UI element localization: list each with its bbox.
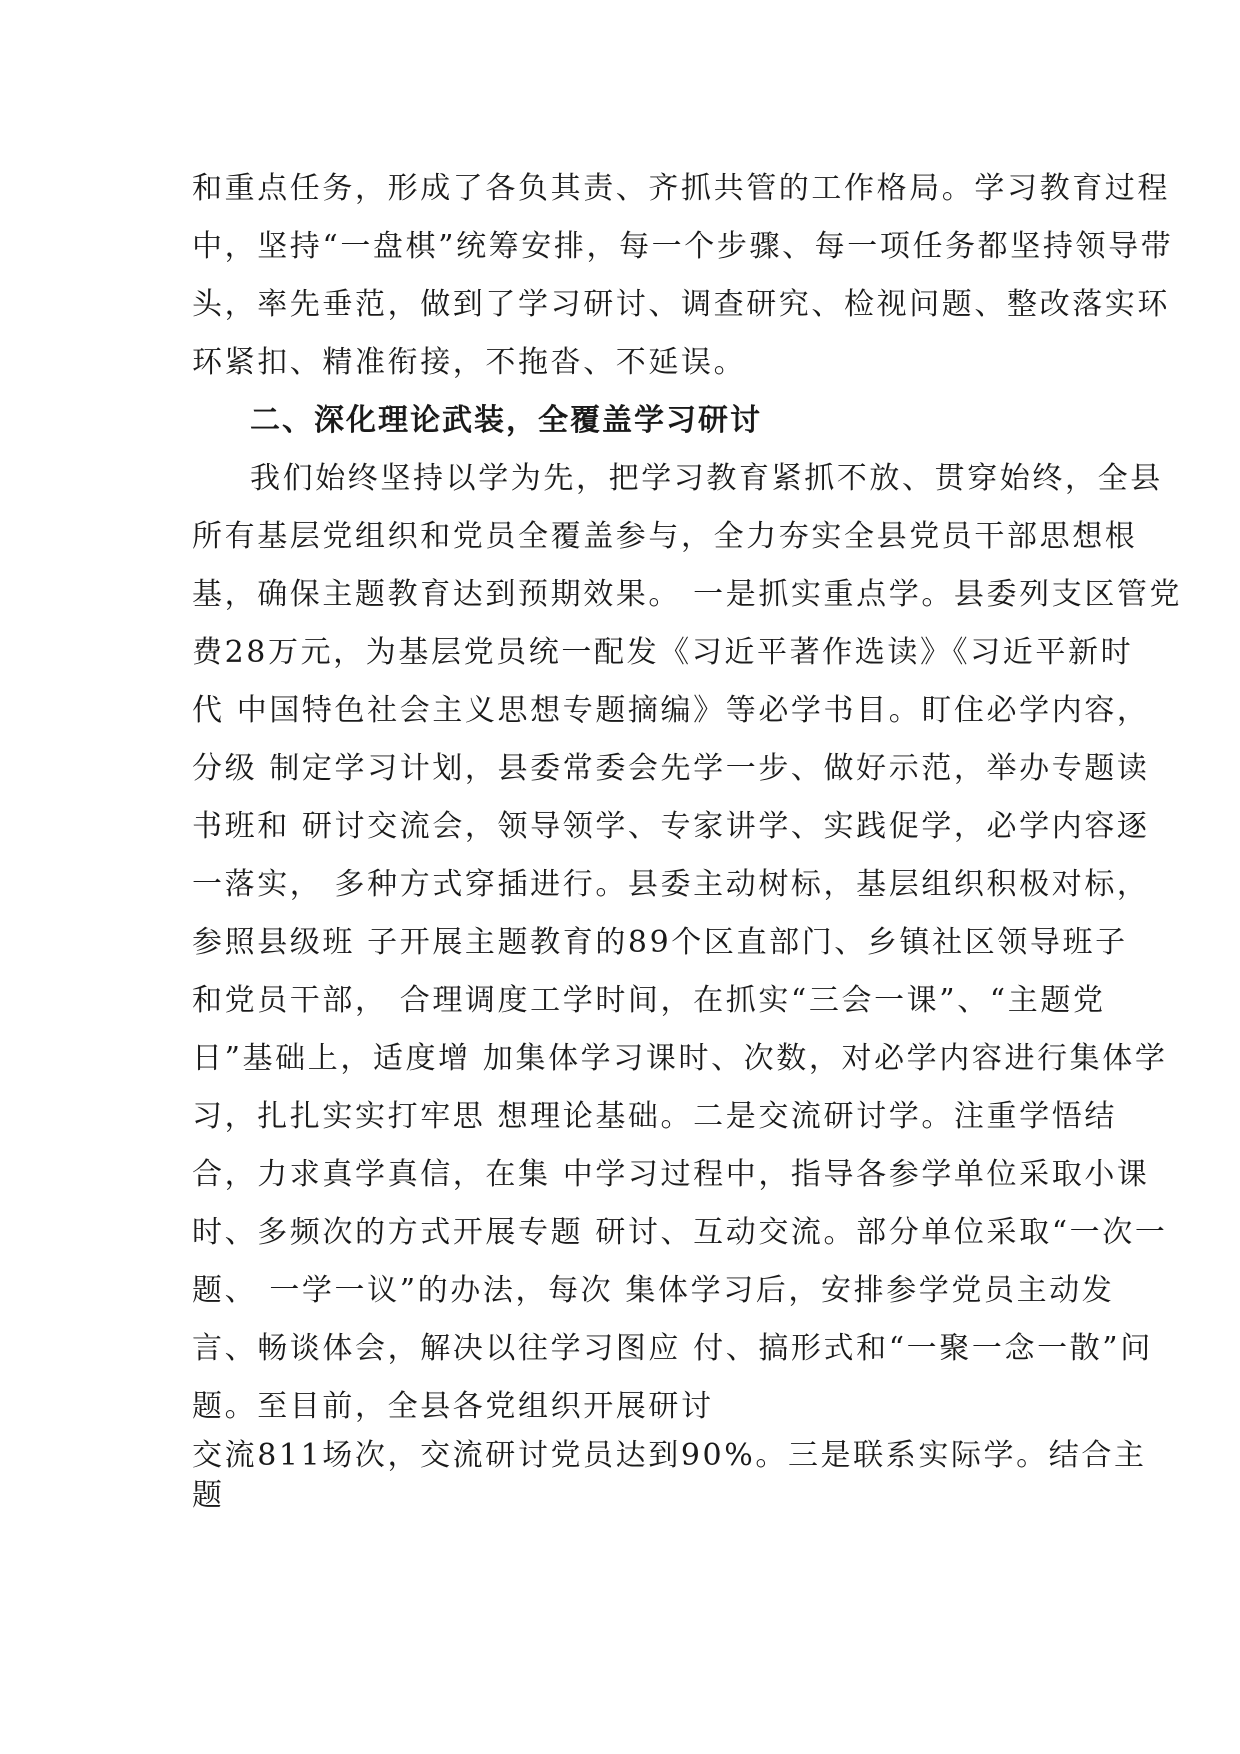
paragraph-line: 时、多频次的方式开展专题 研讨、互动交流。部分单位采取“一次一 xyxy=(192,1215,1168,1250)
paragraph-line: 分级 制定学习计划，县委常委会先学一步、做好示范，举办专题读 xyxy=(192,751,1150,786)
paragraph-line: 日”基础上，适度增 加集体学习课时、次数，对必学内容进行集体学 xyxy=(192,1041,1168,1076)
paragraph-line: 合，力求真学真信，在集 中学习过程中，指导各参学单位采取小课 xyxy=(192,1157,1150,1192)
paragraph-line: 所有基层党组织和党员全覆盖参与，全力夯实全县党员干部思想根 xyxy=(192,519,1138,554)
paragraph-line: 一落实， 多种方式穿插进行。县委主动树标，基层组织积极对标， xyxy=(192,867,1150,902)
paragraph-line: 我们始终坚持以学为先，把学习教育紧抓不放、贯穿始终，全县 xyxy=(250,461,1163,496)
paragraph-line: 习，扎扎实实打牢思 想理论基础。二是交流研讨学。注重学悟结 xyxy=(192,1099,1117,1134)
paragraph-line: 和党员干部， 合理调度工学时间，在抓实“三会一课”、“主题党 xyxy=(192,983,1106,1018)
paragraph-line: 题。至目前，全县各党组织开展研讨 xyxy=(192,1389,714,1424)
paragraph-line: 书班和 研讨交流会，领导领学、专家讲学、实践促学，必学内容逐 xyxy=(192,809,1150,844)
paragraph-line: 题、 一学一议”的办法，每次 集体学习后，安排参学党员主动发 xyxy=(192,1273,1115,1308)
paragraph-line: 参照县级班 子开展主题教育的89个区直部门、乡镇社区领导班子 xyxy=(192,925,1128,960)
paragraph-line: 言、畅谈体会，解决以往学习图应 付、搞形式和“一聚一念一散”问 xyxy=(192,1331,1153,1366)
paragraph-line: 中，坚持“一盘棋”统筹安排，每一个步骤、每一项任务都坚持领导带 xyxy=(192,229,1174,264)
paragraph-line: 交流811场次，交流研讨党员达到90%。三是联系实际学。结合主 xyxy=(192,1438,1147,1473)
paragraph-line: 题 xyxy=(192,1478,225,1513)
paragraph-line: 环紧扣、精准衔接，不拖沓、不延误。 xyxy=(192,345,747,380)
paragraph-line: 头，率先垂范，做到了学习研讨、调查研究、检视问题、整改落实环 xyxy=(192,287,1170,322)
paragraph-line: 代 中国特色社会主义思想专题摘编》等必学书目。盯住必学内容， xyxy=(192,693,1150,728)
section-heading: 二、深化理论武装，全覆盖学习研讨 xyxy=(250,403,762,438)
paragraph-line: 费28万元，为基层党员统一配发《习近平著作选读》《习近平新时 xyxy=(192,635,1134,670)
paragraph-line: 和重点任务，形成了各负其责、齐抓共管的工作格局。学习教育过程 xyxy=(192,171,1170,206)
document-body xyxy=(192,160,1183,1516)
paragraph-line: 基，确保主题教育达到预期效果。 一是抓实重点学。县委列支区管党 xyxy=(192,577,1183,612)
